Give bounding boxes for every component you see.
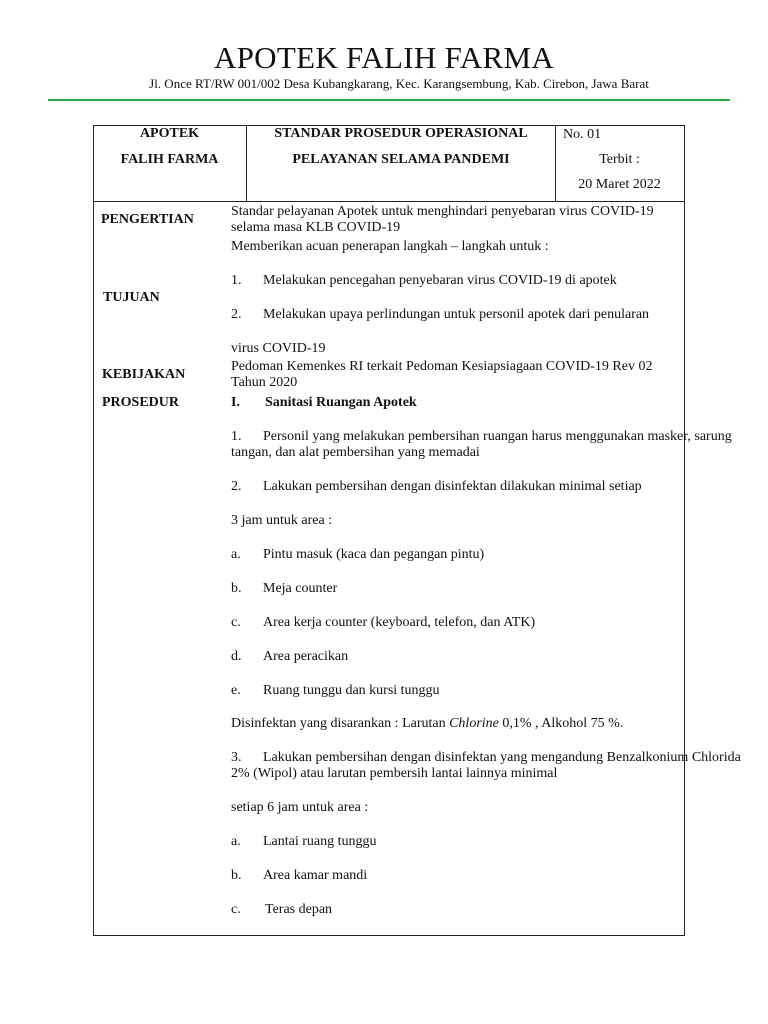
step-1-text: Personil yang melakukan pembersihan ruangan harus menggunakan masker, sarung	[263, 429, 732, 444]
floor-b-text: Area kamar mandi	[263, 868, 368, 883]
list-item	[231, 615, 535, 631]
step-3-text: Lakukan pembersihan dengan disinfektan yang mengandung Benzalkonium Chlorida	[263, 750, 741, 765]
list-item	[231, 868, 367, 884]
floor-a-letter: a.	[231, 834, 241, 849]
step-3-line3: setiap 6 jam untuk area :	[231, 800, 369, 815]
area-e-text: Ruang tunggu dan kursi tunggu	[263, 683, 440, 698]
pengertian-line2: selama masa KLB COVID-19	[231, 220, 401, 235]
area-c-letter: c.	[231, 615, 241, 630]
list-item	[231, 581, 337, 597]
header-middle-line2: PELAYANAN SELAMA PANDEMI	[292, 152, 510, 167]
header-left-line2: FALIH FARMA	[120, 152, 219, 167]
list-item	[231, 547, 484, 563]
step-2-text: Lakukan pembersihan dengan disinfektan dilakukan minimal setiap	[263, 479, 642, 494]
label-pengertian: PENGERTIAN	[101, 212, 194, 227]
floor-c-letter: c.	[231, 902, 241, 917]
prosedur-section-heading	[231, 395, 417, 411]
disinfektan-prefix: Disinfektan yang disarankan : Larutan	[231, 716, 446, 731]
header-row-bottom	[93, 201, 684, 202]
area-c-text: Area kerja counter (keyboard, telefon, dan ATK)	[263, 615, 536, 630]
pharmacy-title: APOTEK FALIH FARMA	[213, 40, 555, 75]
list-item	[231, 902, 332, 918]
step-1-line2: tangan, dan alat pembersihan yang memadai	[231, 445, 480, 460]
label-kebijakan: KEBIJAKAN	[102, 367, 186, 382]
area-a-text: Pintu masuk (kaca dan pegangan pintu)	[263, 547, 485, 562]
section-number: I.	[231, 395, 240, 410]
pengertian-line1: Standar pelayanan Apotek untuk menghindari penyebaran virus COVID-19	[231, 204, 654, 219]
area-b-text: Meja counter	[263, 581, 338, 596]
step-1-number: 1.	[231, 429, 242, 444]
area-d-text: Area peracikan	[263, 649, 349, 664]
label-tujuan: TUJUAN	[103, 290, 160, 305]
kebijakan-line2: Tahun 2020	[231, 375, 298, 390]
step-2-line1	[231, 479, 642, 495]
list-item	[231, 683, 440, 699]
pharmacy-address: Jl. Once RT/RW 001/002 Desa Kubangkarang, Kec. Karangsembung, Kab. Cirebon, Jawa Barat	[149, 76, 649, 91]
floor-c-text: Teras depan	[265, 902, 333, 917]
tujuan-item-1-text: Melakukan pencegahan penyebaran virus COVID-19 di apotek	[263, 273, 617, 288]
list-item	[231, 834, 377, 850]
header-middle-line1: STANDAR PROSEDUR OPERASIONAL	[274, 126, 528, 141]
step-3-number: 3.	[231, 750, 242, 765]
tujuan-item-2-number: 2.	[231, 307, 242, 322]
area-d-letter: d.	[231, 649, 242, 664]
kebijakan-line1: Pedoman Kemenkes RI terkait Pedoman Kesiapsiagaan COVID-19 Rev 02	[231, 359, 653, 374]
floor-b-letter: b.	[231, 868, 242, 883]
floor-a-text: Lantai ruang tunggu	[263, 834, 377, 849]
disinfektan-suffix: 0,1% , Alkohol 75 %.	[502, 716, 624, 731]
header-divider	[48, 99, 730, 101]
step-3-line2: 2% (Wipol) atau larutan pembersih lantai lainnya minimal	[231, 766, 558, 781]
header-left-line1: APOTEK	[139, 126, 200, 141]
step-1-line1	[231, 429, 732, 445]
document-number: No. 01	[563, 127, 602, 142]
list-item	[231, 649, 348, 665]
issued-label: Terbit :	[599, 152, 640, 167]
tujuan-item-2-continued: virus COVID-19	[231, 341, 326, 356]
step-2-number: 2.	[231, 479, 242, 494]
tujuan-item-2-text: Melakukan upaya perlindungan untuk personil apotek dari penularan	[263, 307, 650, 322]
area-e-letter: e.	[231, 683, 241, 698]
tujuan-intro: Memberikan acuan penerapan langkah – langkah untuk :	[231, 239, 549, 254]
label-prosedur: PROSEDUR	[102, 395, 180, 410]
step-3-line1	[231, 750, 741, 766]
tujuan-item-1	[231, 273, 617, 289]
step-2-line2: 3 jam untuk area :	[231, 513, 333, 528]
area-a-letter: a.	[231, 547, 241, 562]
tujuan-item-2	[231, 307, 649, 323]
area-b-letter: b.	[231, 581, 242, 596]
issued-date: 20 Maret 2022	[578, 177, 661, 192]
section-title: Sanitasi Ruangan Apotek	[265, 395, 417, 410]
tujuan-item-1-number: 1.	[231, 273, 242, 288]
disinfektan-recommendation	[231, 716, 623, 732]
disinfektan-chlorine: Chlorine	[449, 716, 499, 731]
